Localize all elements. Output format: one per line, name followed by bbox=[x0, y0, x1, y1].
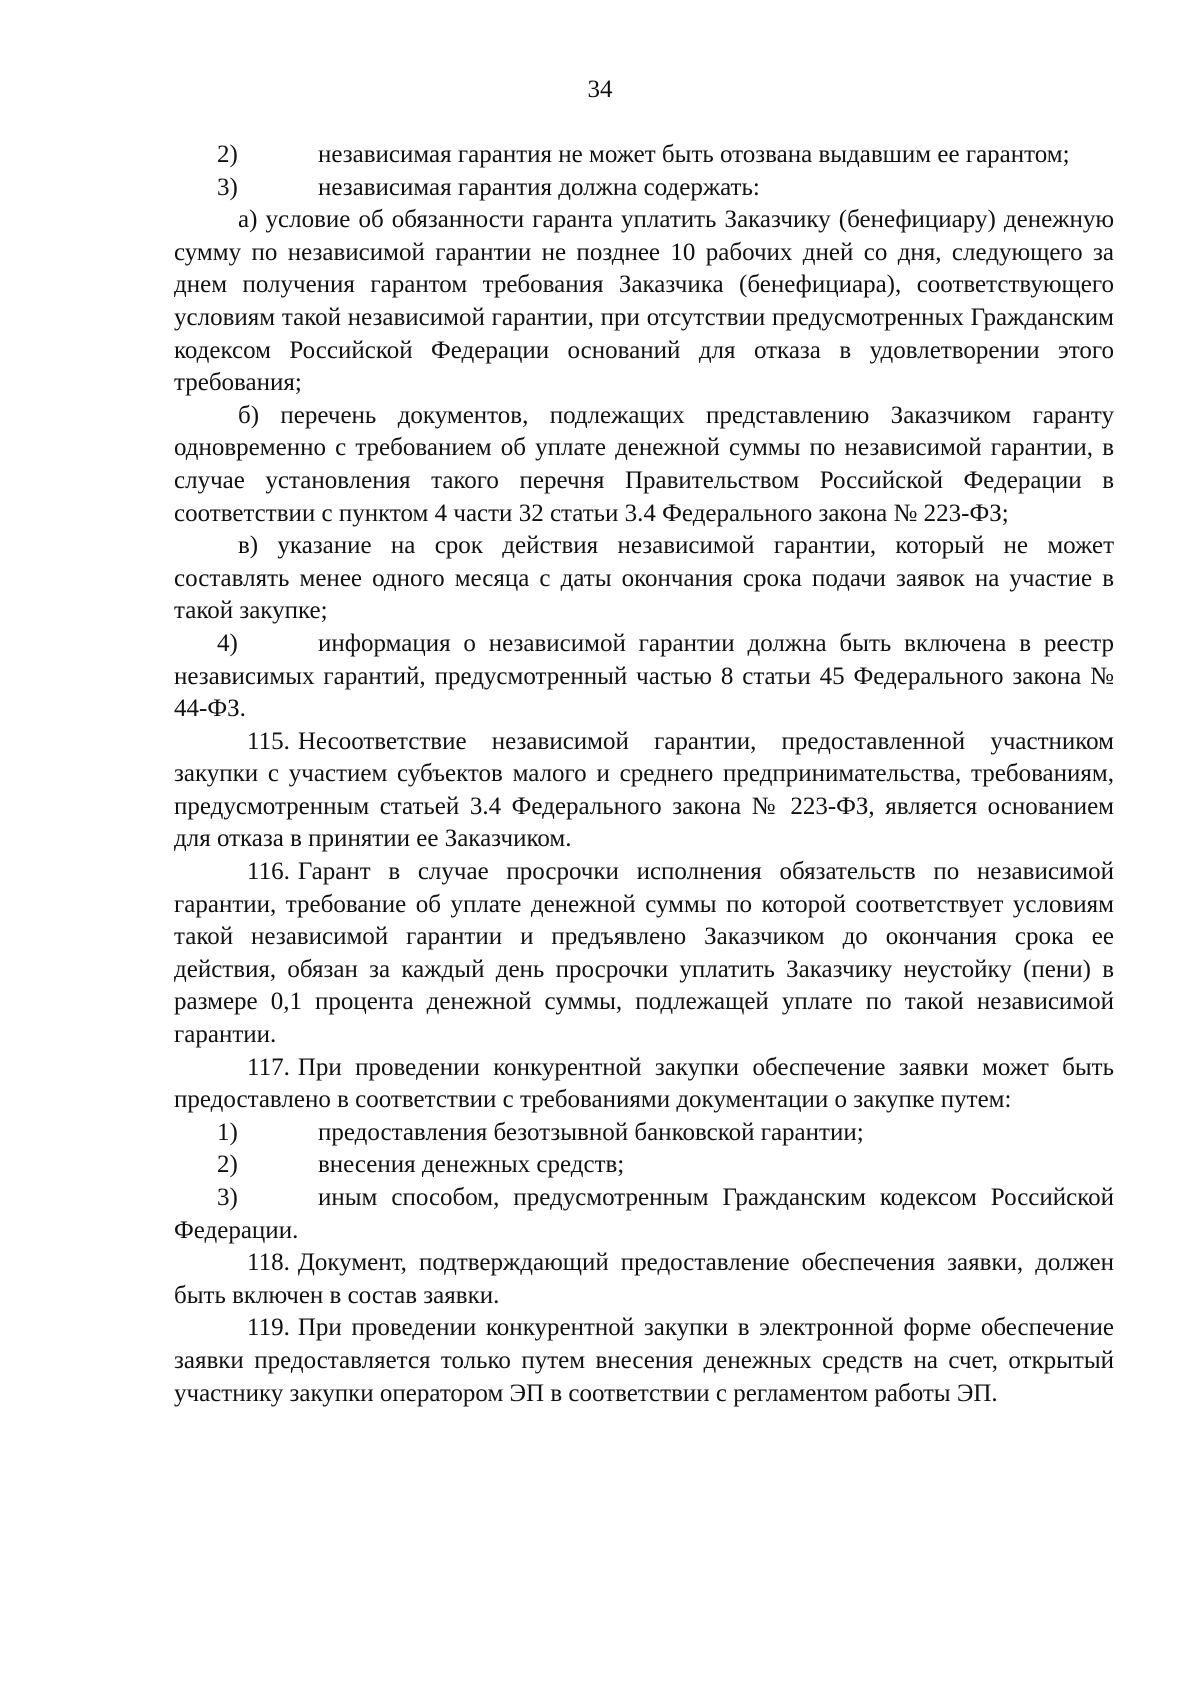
list-item-text: иным способом, предусмотренным Гражданским кодексом Российской Федерации. bbox=[174, 1184, 1114, 1244]
list-item-3-guarantee-contents bbox=[174, 172, 1114, 205]
paragraph-text: При проведении конкурентной закупки обеспечение заявки может быть предоставлено в соответствии с требованиями документации о закупке путем: bbox=[174, 1053, 1114, 1114]
paragraph-number: 117. bbox=[247, 1053, 290, 1081]
subitem-a-payment-obligation: а) условие об обязанности гаранта уплатить Заказчику (бенефициару) денежную сумму по независимой гарантии не позднее 10 рабочих дней со дня, следующего за днем получения гарантом требования Заказчика (бенефициара), соответствующего условиям такой независимой гарантии, при отсутствии предусмотренных Гражданским кодексом Российской Федерации оснований для отказа в удовлетворении этого требования; bbox=[174, 206, 1114, 397]
list-marker: 2) bbox=[217, 1151, 238, 1179]
list-marker: 4) bbox=[217, 629, 238, 657]
list-item-2-guarantee-irrevocable bbox=[174, 139, 1114, 172]
list-marker: 2) bbox=[217, 141, 238, 168]
document-body bbox=[174, 139, 1114, 1410]
paragraph-115 bbox=[174, 726, 1114, 856]
paragraph-116 bbox=[174, 856, 1114, 1052]
page-number: 34 bbox=[587, 76, 613, 103]
list-item-4-registry bbox=[174, 628, 1114, 726]
paragraph-number: 116. bbox=[247, 858, 290, 886]
paragraph-number: 118. bbox=[247, 1249, 290, 1277]
paragraph-number: 115. bbox=[247, 727, 290, 755]
paragraph-text: Гарант в случае просрочки исполнения обязательств по независимой гарантии, требование об уплате денежной суммы по которой соответствует условиям такой независимой гарантии и предъявлено Заказчиком до окончания срока ее действия, обязан за каждый день просрочки уплатить Заказчику неустойку (пени) в размере 0,1 процента денежной суммы, подлежащей уплате по такой независимой гарантии. bbox=[174, 858, 1114, 1049]
list-item-text: информация о независимой гарантии должна быть включена в реестр независимых гарантий, предусмотренный частью 8 статьи 45 Федерального закона № 44-ФЗ. bbox=[174, 629, 1114, 723]
paragraph-118 bbox=[174, 1247, 1114, 1312]
list-item-1-bank-guarantee bbox=[174, 1117, 1114, 1150]
list-item-text: внесения денежных средств; bbox=[318, 1151, 625, 1179]
list-item-text: предоставления безотзывной банковской гарантии; bbox=[318, 1118, 864, 1146]
subitem-b-document-list: б) перечень документов, подлежащих представлению Заказчиком гаранту одновременно с требованием об уплате денежной суммы по независимой гарантии, в случае установления такого перечня Правительством Российской Федерации в соответствии с пунктом 4 части 32 статьи 3.4 Федерального закона № 223-ФЗ; bbox=[174, 401, 1114, 527]
paragraph-119 bbox=[174, 1312, 1114, 1410]
list-marker: 1) bbox=[217, 1118, 238, 1146]
list-marker: 3) bbox=[217, 1184, 238, 1211]
paragraph-number: 119. bbox=[247, 1314, 290, 1342]
list-item-2-cash-deposit bbox=[174, 1149, 1114, 1182]
subitem-v-validity-period: в) указание на срок действия независимой гарантии, который не может составлять менее одного месяца с даты окончания срока подачи заявок на участие в такой закупке; bbox=[174, 532, 1114, 625]
list-item-3-other-method bbox=[174, 1182, 1114, 1247]
paragraph-117 bbox=[174, 1052, 1114, 1117]
paragraph-text: Несоответствие независимой гарантии, предоставленной участником закупки с участием субъектов малого и среднего предпринимательства, требованиям, предусмотренным статьей 3.4 Федерального закона № 223-ФЗ, является основанием для отказа в принятии ее Заказчиком. bbox=[174, 727, 1114, 853]
list-item-text: независимая гарантия не может быть отозвана выдавшим ее гарантом; bbox=[318, 141, 1070, 168]
paragraph-text: При проведении конкурентной закупки в электронной форме обеспечение заявки предоставляется только путем внесения денежных средств на счет, открытый участнику закупки оператором ЭП в соответствии с регламентом работы ЭП. bbox=[174, 1314, 1114, 1407]
list-item-text: независимая гарантия должна содержать: bbox=[318, 173, 760, 201]
paragraph-text: Документ, подтверждающий предоставление обеспечения заявки, должен быть включен в состав заявки. bbox=[174, 1249, 1114, 1309]
list-marker: 3) bbox=[217, 173, 238, 201]
